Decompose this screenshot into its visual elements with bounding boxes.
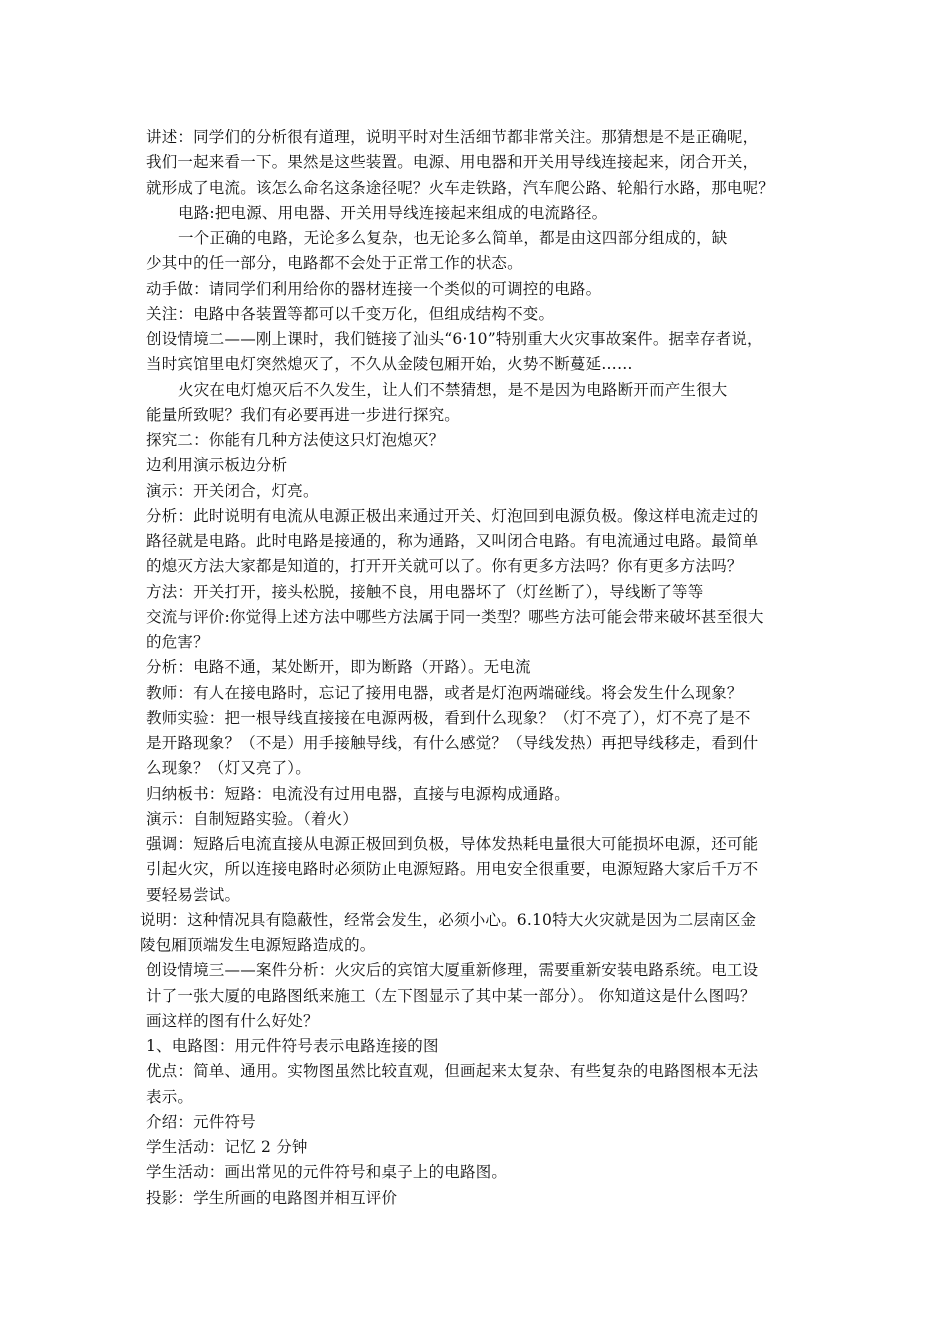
text-line-3: 就形成了电流。该怎么命名这条途径呢？火车走铁路，汽车爬公路、轮船行水路，那电呢？ [146, 179, 775, 197]
text-line-23: 教师：有人在接电路时，忘记了接用电器，或者是灯泡两端碰线。将会发生什么现象？ [146, 684, 743, 702]
text-line-40: 介绍：元件符号 [146, 1113, 256, 1131]
text-line-15: 演示：开关闭合，灯亮。 [146, 482, 319, 500]
text-line-16: 分析：此时说明有电流从电源正极出来通过开关、灯泡回到电源负极。像这样电流走过的 [146, 507, 759, 525]
text-line-36: 画这样的图有什么好处？ [146, 1012, 319, 1030]
text-line-10: 当时宾馆里电灯突然熄灭了，不久从金陵包厢开始，火势不断蔓延…… [146, 355, 633, 373]
text-line-1: 讲述：同学们的分析很有道理，说明平时对生活细节都非常关注。那猜想是不是正确呢， [146, 128, 759, 146]
text-line-35: 计了一张大厦的电路图纸来施工（左下图显示了其中某一部分）。 你知道这是什么图吗？ [146, 987, 756, 1005]
text-line-4: 电路:把电源、用电器、开关用导线连接起来组成的电流路径。 [178, 204, 608, 222]
text-line-24: 教师实验：把一根导线直接接在电源两极，看到什么现象？（灯不亮了），灯不亮了是不 [146, 709, 751, 727]
text-line-8: 关注：电路中各装置等都可以千变万化，但组成结构不变。 [146, 305, 555, 323]
text-line-26: 么现象？（灯又亮了）。 [146, 759, 311, 777]
text-line-12: 能量所致呢？我们有必要再进一步进行探究。 [146, 406, 461, 424]
text-line-30: 引起火灾，所以连接电路时必须防止电源短路。用电安全很重要，电源短路大家后千万不 [146, 860, 759, 878]
text-line-20: 交流与评价:你觉得上述方法中哪些方法属于同一类型？哪些方法可能会带来破坏甚至很大 [146, 608, 764, 626]
text-line-42: 学生活动：画出常见的元件符号和桌子上的电路图。 [146, 1163, 508, 1181]
text-line-28: 演示：自制短路实验。（着火） [146, 810, 359, 828]
text-line-27: 归纳板书：短路：电流没有过用电器，直接与电源构成通路。 [146, 785, 570, 803]
text-line-11: 火灾在电灯熄灭后不久发生，让人们不禁猜想，是不是因为电路断开而产生很大 [178, 381, 728, 399]
text-line-38: 优点：简单、通用。实物图虽然比较直观，但画起来太复杂、有些复杂的电路图根本无法 [146, 1062, 759, 1080]
text-line-25: 是开路现象？（不是）用手接触导线，有什么感觉？（导线发热）再把导线移走，看到什 [146, 734, 759, 752]
text-line-34: 创设情境三——案件分析：火灾后的宾馆大厦重新修理，需要重新安装电路系统。电工设 [146, 961, 759, 979]
text-line-21: 的危害？ [146, 633, 209, 651]
text-line-39: 表示。 [146, 1088, 194, 1106]
text-line-6: 少其中的任一部分，电路都不会处于正常工作的状态。 [146, 254, 523, 272]
text-line-31: 要轻易尝试。 [146, 886, 241, 904]
text-line-19: 方法：开关打开，接头松脱，接触不良，用电器坏了（灯丝断了），导线断了等等 [146, 583, 704, 601]
text-line-22: 分析：电路不通，某处断开，即为断路（开路）。无电流 [146, 658, 531, 676]
text-line-5: 一个正确的电路，无论多么复杂，也无论多么简单，都是由这四部分组成的，缺 [178, 229, 728, 247]
text-line-13: 探究二：你能有几种方法使这只灯泡熄灭？ [146, 431, 445, 449]
text-line-17: 路径就是电路。此时电路是接通的，称为通路，又叫闭合电路。有电流通过电路。最简单 [146, 532, 759, 550]
text-line-2: 我们一起来看一下。果然是这些装置。电源、用电器和开关用导线连接起来，闭合开关， [146, 153, 759, 171]
text-line-32: 说明：这种情况具有隐蔽性，经常会发生，必须小心。6.10特大火灾就是因为二层南区金 [140, 911, 757, 929]
text-line-41: 学生活动：记忆 2 分钟 [146, 1138, 308, 1156]
text-line-29: 强调：短路后电流直接从电源正极回到负极，导体发热耗电量很大可能损坏电源，还可能 [146, 835, 759, 853]
text-line-37: 1、电路图：用元件符号表示电路连接的图 [146, 1037, 439, 1055]
text-line-43: 投影：学生所画的电路图并相互评价 [146, 1189, 398, 1207]
text-line-9: 创设情境二——刚上课时，我们链接了汕头“6·10”特别重大火灾事故案件。据幸存者说， [146, 330, 763, 348]
text-line-7: 动手做：请同学们利用给你的器材连接一个类似的可调控的电路。 [146, 280, 602, 298]
text-line-33: 陵包厢顶端发生电源短路造成的。 [140, 936, 376, 954]
text-line-14: 边利用演示板边分析 [146, 456, 288, 474]
text-line-18: 的熄灭方法大家都是知道的，打开开关就可以了。你有更多方法吗？你有更多方法吗？ [146, 557, 743, 575]
